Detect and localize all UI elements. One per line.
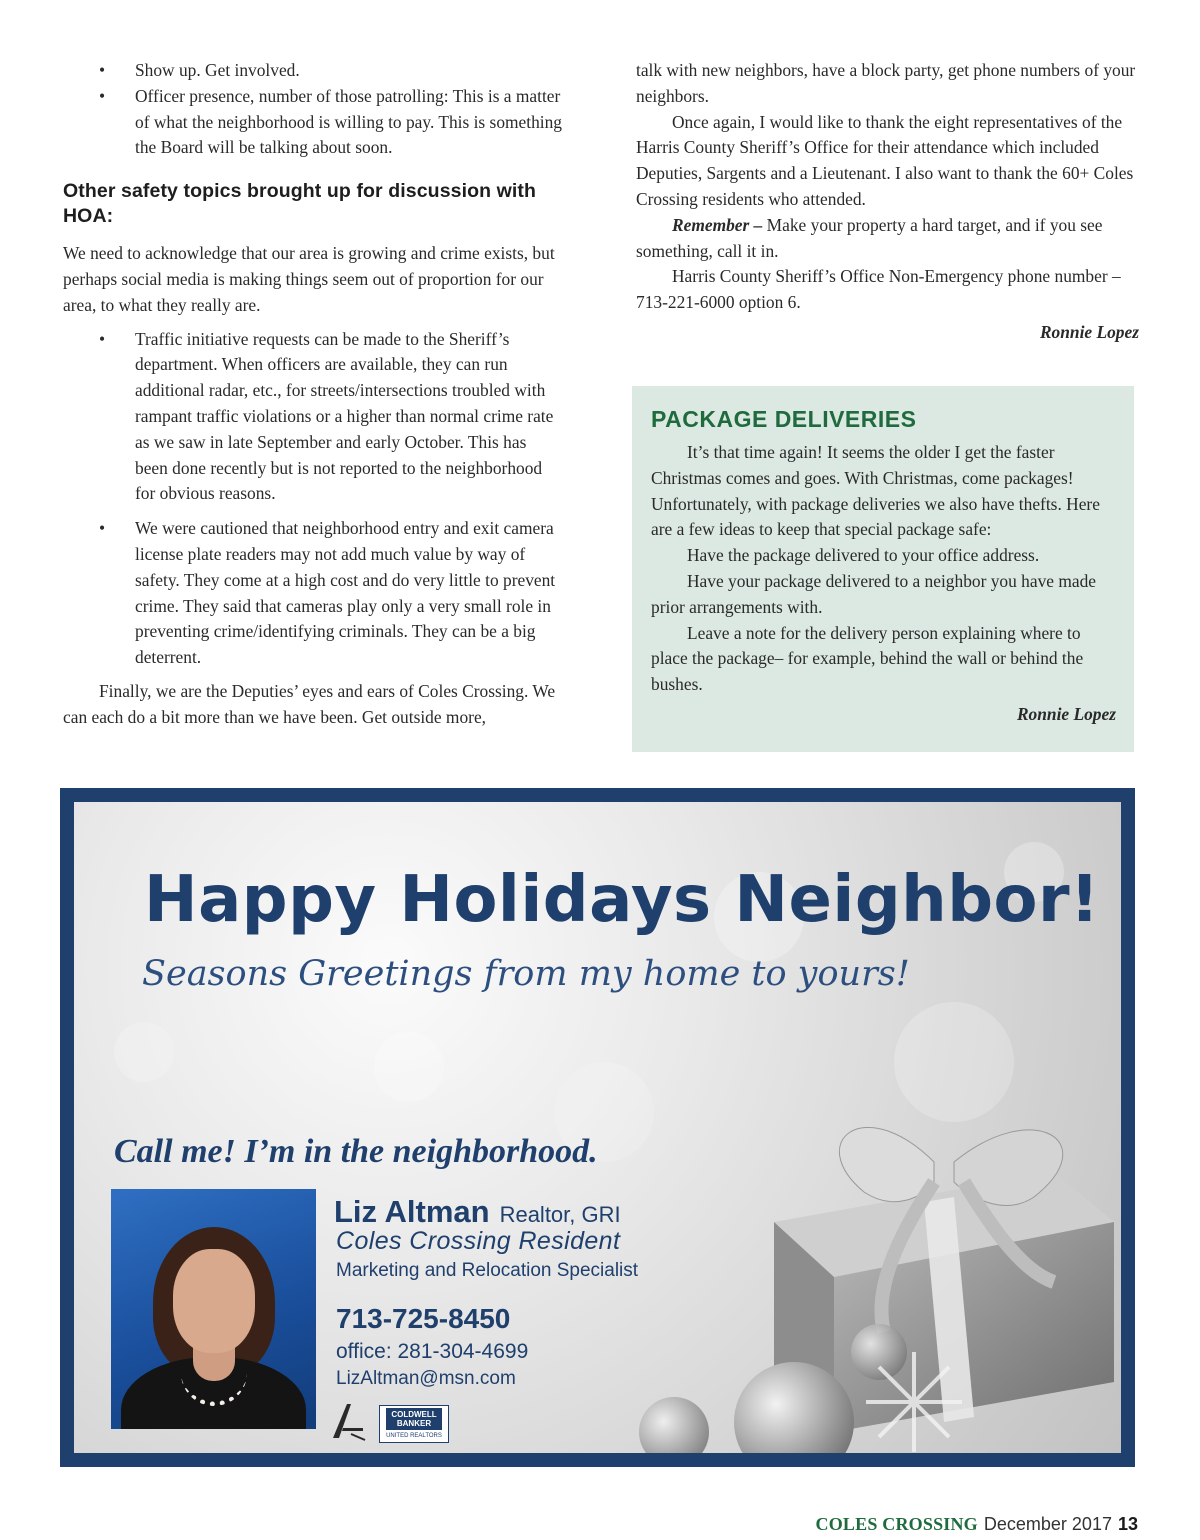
realtor-specialty: Marketing and Relocation Specialist: [336, 1260, 639, 1281]
continuation-paragraph: talk with new neighbors, have a block party, get phone numbers of your neighbors.: [636, 60, 1136, 106]
realtor-phone: 713-725-8450: [336, 1303, 511, 1334]
ad-call-to-action: Call me! I’m in the neighborhood.: [114, 1133, 598, 1170]
bottom-bullet-list: [63, 327, 563, 671]
list-item: • Show up. Get involved.: [63, 58, 563, 84]
coldwell-banker-logo: [379, 1405, 449, 1443]
logo-brand: COLDWELL BANKER: [386, 1408, 442, 1430]
list-item: • Officer presence, number of those patrolling: This is a matter of what the neighborhood is willing to pay. This is something the Board will be talking about soon.: [63, 84, 563, 161]
article-left-column: [63, 58, 563, 731]
list-item: • Traffic initiative requests can be made to the Sheriff’s department. When officers are available, they can run additional radar, etc., for streets/intersections troubled with rampant traffic violations or a higher than normal crime rate as we saw in late September and early October. This has been done recently but is not reported to the neighborhood for obvious reasons.: [63, 327, 563, 508]
package-deliveries-box: [632, 386, 1134, 752]
realtor-photo: [111, 1189, 316, 1429]
ad-headline: Happy Holidays Neighbor!: [144, 863, 1100, 937]
closing-paragraph: Finally, we are the Deputies’ eyes and ears of Coles Crossing. We can each do a bit more than we have been. Get outside more,: [63, 680, 556, 727]
equal-housing-logo: [329, 1400, 369, 1442]
sidebar-paragraph: Have your package delivered to a neighbor you have made prior arrangements with.: [651, 570, 1096, 617]
section-heading: Other safety topics brought up for discussion with HOA:: [63, 180, 537, 228]
top-bullet-list: [63, 58, 563, 161]
list-item: • We were cautioned that neighborhood entry and exit camera license plate readers may not add much value by way of safety. They come at a high cost and do very little to prevent crime. They said that cameras play only a very small role in preventing crime/identifying criminals. They can be a big deterrent.: [63, 516, 563, 671]
sidebar-signature: Ronnie Lopez: [1016, 703, 1116, 724]
remember-label: Remember –: [672, 214, 763, 235]
magazine-name: COLES CROSSING: [815, 1514, 978, 1534]
realtor-title: Realtor, GRI: [499, 1202, 621, 1227]
page-number: 13: [1117, 1514, 1138, 1534]
author-signature: Ronnie Lopez: [1039, 321, 1139, 342]
phone-paragraph: Harris County Sheriff’s Office Non-Emergency phone number – 713-221-6000 option 6.: [636, 266, 1121, 313]
ad-background: [74, 802, 1121, 1453]
remember-text: Make your property a hard target, and if you see something, call it in.: [636, 214, 1103, 261]
sidebar-title: PACKAGE DELIVERIES: [651, 406, 917, 432]
ad-tagline: Seasons Greetings from my home to yours!: [142, 954, 910, 994]
sidebar-paragraph: It’s that time again! It seems the older I get the faster Christmas comes and goes. With Christmas, come packages! Unfortunately, with package deliveries we also have thefts. Here are a few ideas to keep that special package safe:: [651, 442, 1100, 540]
realtor-name-line: [334, 1194, 621, 1230]
gift-box-icon: [634, 1102, 1121, 1453]
thanks-paragraph: Once again, I would like to thank the eight representatives of the Harris County Sheriff’s Office for their attendance which included Deputies, Sargents and a Lieutenant. I also want to thank the 60+ Coles Crossing residents who attended.: [636, 111, 1134, 209]
intro-paragraph: We need to acknowledge that our area is growing and crime exists, but perhaps social media is making things seem out of proportion for our area, to what they really are.: [63, 243, 555, 315]
realtor-advertisement: [60, 788, 1135, 1467]
realtor-office-phone: office: 281-304-4699: [336, 1340, 529, 1363]
article-right-column: [636, 58, 1139, 346]
realtor-name: Liz Altman: [334, 1194, 490, 1229]
sidebar-paragraph: Have the package delivered to your office address.: [687, 545, 1040, 566]
realtor-email: LizAltman@msn.com: [336, 1368, 516, 1389]
sidebar-paragraph: Leave a note for the delivery person explaining where to place the package– for example, behind the wall or behind the bushes.: [651, 622, 1084, 695]
page-footer: [816, 1513, 1138, 1535]
issue-date: December 2017: [983, 1514, 1112, 1534]
remember-paragraph: [636, 213, 1139, 265]
realtor-resident: Coles Crossing Resident: [336, 1227, 621, 1255]
logo-sub: UNITED REALTORS: [386, 1433, 442, 1439]
